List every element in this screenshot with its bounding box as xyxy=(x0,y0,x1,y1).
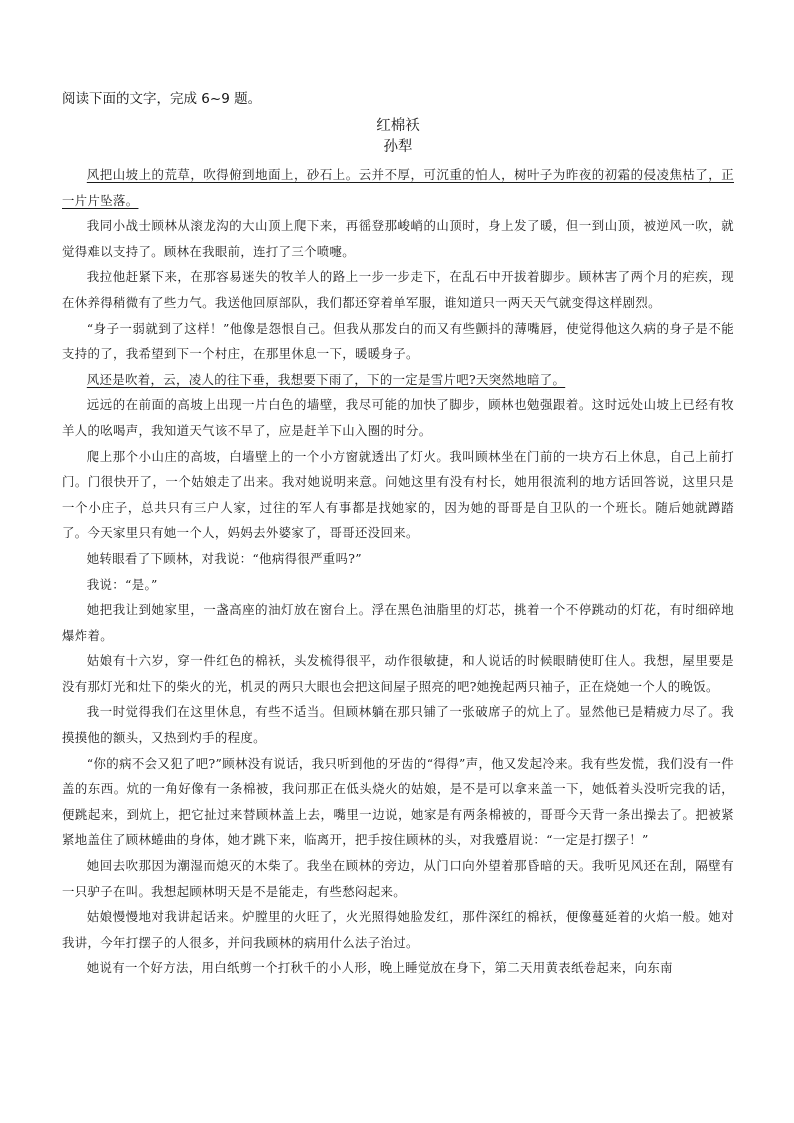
article-author: 孙犁 xyxy=(383,139,413,155)
article-title: 红棉袄 xyxy=(376,118,420,134)
paragraph: 风还是吹着，云，凌人的往下垂，我想要下雨了，下的一定是雪片吧?天突然地暗了。 xyxy=(86,371,566,387)
paragraph: “你的病不会又犯了吧?”顾林没有说话，我只听到他的牙齿的“得得”声，他又发起冷来。我有些发慌，我们没有一件盖的东西。炕的一角好像有一条棉被，我问那正在低头烧火的姑娘，是不是可以拿来盖一下，她低着头没听完我的话，便跳起来，到炕上，把它扯过来替顾林盖上去，嘴里一边说，她家是有两条棉被的，哥哥今天背一条出操去了。把被紧紧地盖住了顾林蜷曲的身体，她才跳下来，临离开，把手按住顾林的头，对我蹙眉说：“一定是打摆子！” xyxy=(62,755,734,848)
reading-instruction: 阅读下面的文字，完成 6~9 题。 xyxy=(62,91,262,107)
paragraph: 她把我让到她家里，一盏高座的油灯放在窗台上。浮在黑色油脂里的灯芯，挑着一个不停跳动的灯花，有时细碎地爆炸着。 xyxy=(62,602,734,643)
paragraph: 她说有一个好方法，用白纸剪一个打秋千的小人形，晚上睡觉放在身下，第二天用黄表纸卷起来，向东南 xyxy=(86,960,673,976)
paragraph: 我说：“是。” xyxy=(86,576,158,592)
paragraph: 我拉他赶紧下来，在那容易迷失的牧羊人的路上一步一步走下，在乱石中开拔着脚步。顾林害了两个月的疟疾，现在休养得稍微有了些力气。我送他回原部队，我们都还穿着单军服，谁知道只一两天天气就变得这样剧烈。 xyxy=(62,269,734,310)
paragraph: 姑娘有十六岁，穿一件红色的棉袄，头发梳得很平，动作很敏捷，和人说话的时候眼睛使盯住人。我想，屋里要是没有那灯光和灶下的柴火的光，机灵的两只大眼也会把这间屋子照亮的吧?她挽起两只袖子，正在烧她一个人的晚饭。 xyxy=(62,653,734,694)
article-body xyxy=(62,162,734,981)
paragraph: 姑娘慢慢地对我讲起话来。炉膛里的火旺了，火光照得她脸发红，那件深红的棉袄，便像蔓延着的火焰一般。她对我讲，今年打摆子的人很多，并问我顾林的病用什么法子治过。 xyxy=(62,909,734,950)
paragraph: 我同小战士顾林从滚龙沟的大山顶上爬下来，再徭登那峻峭的山顶时，身上发了暖，但一到山顶，被逆风一吹，就觉得难以支持了。顾林在我眼前，连打了三个喷嚏。 xyxy=(62,218,734,259)
paragraph: 她回去吹那因为潮湿而熄灭的木柴了。我坐在顾林的旁边，从门口向外望着那昏暗的天。我听见风还在刮，隔壁有一只驴子在叫。我想起顾林明天是不是能走，有些愁闷起来。 xyxy=(62,858,734,899)
paragraph: 风把山坡上的荒草，吹得俯到地面上，砂石上。云并不厚，可沉重的怕人，树叶子为昨夜的初霜的侵凌焦枯了，正一片片坠落。 xyxy=(62,167,734,208)
paragraph: “身子一弱就到了这样！”他像是怨恨自己。但我从那发白的而又有些颤抖的薄嘴唇，使觉得他这久病的身子是不能支持的了，我希望到下一个村庄，在那里休息一下，暖暖身子。 xyxy=(62,320,734,362)
paragraph: 爬上那个小山庄的高坡，白墙壁上的一个小方窗就透出了灯火。我叫顾林坐在门前的一块方石上休息，自己上前打门。门很快开了，一个姑娘走了出来。我对她说明来意。问她这里有没有村长，她用很流利的地方话回答说，这里只是一个小庄子，总共只有三户人家，过往的军人有事都是找她家的，因为她的哥哥是自卫队的一个班长。随后她就蹲踏了。今天家里只有她一个人，妈妈去外婆家了，哥哥还没回来。 xyxy=(62,448,734,541)
document-page xyxy=(62,88,734,981)
paragraph: 我一时觉得我们在这里休息，有些不适当。但顾林躺在那只铺了一张破席子的炕上了。显然他已是精疲力尽了。我摸摸他的额头，又热到灼手的程度。 xyxy=(62,704,734,746)
paragraph: 远远的在前面的高坡上出现一片白色的墙壁，我尽可能的加快了脚步，顾林也勉强跟着。这时远处山坡上已经有牧羊人的吆喝声，我知道天气该不早了，应是赶羊下山入圈的时分。 xyxy=(62,397,734,438)
paragraph: 她转眼看了下顾林，对我说：“他病得很严重吗?” xyxy=(86,550,362,566)
